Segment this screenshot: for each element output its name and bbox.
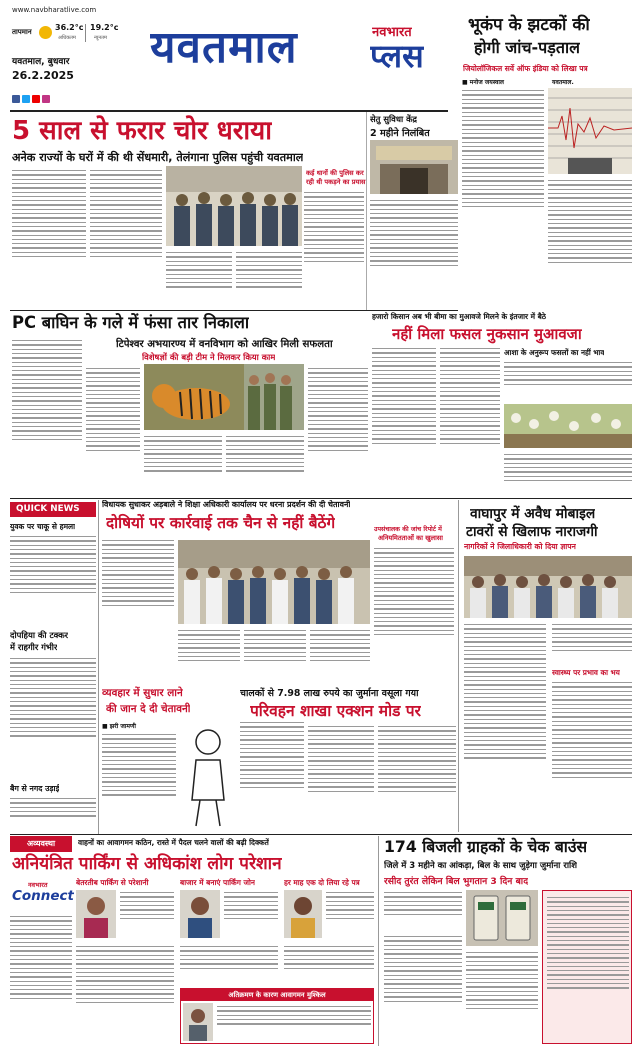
suspension-story	[370, 112, 458, 310]
card-2-title: बाजार में बनाएं पार्किंग जोन	[180, 878, 255, 887]
byline: ■ मनोज जयस्वाल	[462, 79, 504, 86]
qn-item-1-title: युवक पर चाकू से हमला	[10, 522, 76, 531]
callout-line-1: कई थानों की पुलिस कर	[306, 169, 364, 177]
farmer-col-3	[504, 360, 632, 400]
temp-max-label: अधिकतम	[58, 35, 76, 41]
behavior-story	[102, 646, 191, 832]
protest-headline: दोषियों पर कार्रवाई तक चैन से नहीं बैठेंगे	[106, 514, 336, 532]
sidebar-text	[374, 546, 454, 682]
rto-kicker: चालकों से 7.98 लाख रुपये का जुर्माना वसूला गया	[240, 688, 419, 699]
card-2-text	[224, 890, 278, 940]
electric-meter-photo	[466, 890, 538, 946]
behavior-headline-2: की जान दे दी चेतावनी	[106, 703, 191, 715]
protest-col-3	[244, 628, 306, 682]
pc-col-5	[308, 366, 368, 496]
elec-col-2	[384, 934, 462, 1044]
pc-col-3	[144, 434, 222, 496]
protest-sidebar	[374, 524, 454, 684]
protest-col-4	[310, 628, 370, 682]
protest-col-2	[178, 628, 240, 682]
qn-item-3-text	[10, 796, 96, 832]
tower-col-3	[552, 680, 632, 830]
quick-news-label: QUICK NEWS	[10, 502, 96, 517]
lead-col-1	[12, 168, 86, 308]
card-1-title: बेतरतीब पार्किंग से परेशानी	[76, 878, 149, 887]
rto-col-1	[308, 724, 374, 830]
encroach-text	[217, 1004, 371, 1042]
elec-subhead-1: जिले में 3 महीने का आंकड़ा, बिल के साथ जुड़ेगा जुर्माना राशि	[384, 861, 577, 871]
story-text	[462, 88, 544, 268]
qn-item-3-title: बैग से नगद उड़ाई	[10, 784, 60, 793]
protest-photo	[178, 540, 370, 624]
top-right-headline-1: भूकंप के झटकों की	[468, 15, 590, 35]
top-right-headline-2: होगी जांच-पड़ताल	[474, 38, 580, 57]
story-text-2	[548, 178, 632, 308]
pc-headline: PC बाघिन के गले में फंसा तार निकाला	[12, 313, 250, 332]
sidebar-head-2: अनियमितताओं का खुलासा	[378, 534, 443, 542]
col-divider	[366, 112, 367, 310]
farmer-hope-head: आशा के अनुरूप फसलों का नहीं भाव	[504, 348, 605, 357]
youtube-icon[interactable]	[32, 95, 40, 103]
top-right-subhead: जियोलॉजिकल सर्वे ऑफ इंडिया को लिखा पत्र	[463, 64, 588, 73]
card-3-portrait	[284, 890, 322, 938]
elec-headline: 174 बिजली ग्राहकों के चेक बाउंस	[384, 837, 588, 856]
tower-col-1	[464, 622, 546, 830]
sub-brand-top: नवभारत	[372, 25, 412, 40]
rto-col-2	[378, 724, 456, 830]
encroach-title: अतिक्रमण के कारण आवागमन मुश्किल	[181, 989, 373, 1001]
city-day: यवतमाल, बुधवार	[12, 57, 70, 67]
temp-max: 36.2°c	[55, 23, 84, 32]
card-1-text	[120, 890, 174, 940]
lead-col-4	[236, 250, 302, 308]
card-2-portrait	[180, 890, 220, 938]
section-rule-3	[10, 834, 632, 835]
cartoon-illustration	[180, 720, 236, 830]
lead-col-2	[90, 168, 162, 308]
sun-icon	[39, 26, 52, 39]
pc-subhead-2: विशेषज्ञों की बड़ी टीम ने मिलकर किया काम	[142, 352, 276, 362]
pc-col-4	[226, 434, 304, 496]
qn-item-1-text	[10, 534, 96, 624]
top-right-story	[462, 78, 632, 310]
elec-box-text	[547, 895, 629, 1041]
temperature-box	[12, 22, 130, 46]
sidebar-head-1: उपसंचालक की जांच रिपोर्ट में	[374, 526, 442, 533]
pc-subhead-1: टिपेश्वर अभयारण्य में वनविभाग को आखिर मिली सफलता	[116, 339, 333, 350]
suspension-text	[370, 198, 458, 308]
parking-lead-text	[10, 914, 72, 1044]
opinion-card-3	[284, 878, 374, 984]
card-3-text	[326, 890, 374, 940]
connect-brand	[10, 880, 74, 910]
tower-subhead: नागरिकों ने जिलाधिकारी को दिया ज्ञापन	[464, 542, 576, 551]
farmer-headline: नहीं मिला फसल नुकसान मुआवजा	[392, 325, 582, 343]
callout-text	[304, 190, 364, 308]
card-1-portrait	[76, 890, 116, 938]
callout-line-2: रही थी पकड़ने का प्रयास	[306, 178, 366, 186]
qn-item-2-title-2: में राहगीर गंभीर	[10, 642, 58, 652]
farmer-col-1	[372, 346, 436, 496]
encroach-portrait	[183, 1003, 213, 1041]
elec-rule-box	[542, 890, 632, 1044]
behavior-text-2	[240, 720, 304, 830]
behavior-text	[102, 732, 176, 832]
tower-side-head: स्वास्थ्य पर प्रभाव का भय	[552, 668, 620, 677]
tower-col-2	[552, 622, 632, 666]
farmer-col-4	[504, 452, 632, 496]
parking-kicker: वाहनों का आवागमन कठिन, रास्ते में पैदल चलने वालों की बढ़ी दिक्कतें	[78, 838, 269, 847]
qn-item-2-text	[10, 656, 96, 778]
quick-news	[10, 502, 96, 832]
seismograph-photo	[548, 88, 632, 174]
protest-col-1	[102, 538, 174, 644]
team-photo	[244, 364, 304, 430]
instagram-icon[interactable]	[42, 95, 50, 103]
suspension-headline-1: सेतु सुविधा केंद्र	[370, 114, 417, 124]
encroachment-box	[180, 988, 374, 1044]
setu-kendra-photo	[370, 140, 458, 194]
connect-brand-label: Connect	[12, 888, 75, 904]
section-rule-1	[10, 310, 458, 311]
tower-headline-2: टावरों से खिलाफ नाराजगी	[466, 524, 598, 540]
connect-brand-top: नवभारत	[28, 881, 48, 889]
elec-divider	[378, 836, 379, 1046]
protest-kicker: विधायक सुधाकर अड़बाले ने शिक्षा अधिकारी कार्यालय पर धरना प्रदर्शन की दी चेतावनी	[102, 500, 351, 509]
temp-min-label: न्यूनतम	[94, 35, 107, 41]
card-2-text-2	[180, 944, 278, 984]
lead-headline: 5 साल से फरार चोर धराया	[12, 116, 272, 146]
elec-subhead-2: रसीद तुरंत लेकिन बिल भुगतान 3 दिन बाद	[384, 876, 529, 887]
tiger-photo	[144, 364, 244, 430]
card-1-text-2	[76, 944, 174, 1042]
tower-divider	[458, 500, 459, 832]
lead-subhead: अनेक राज्यों के घरों में की थी सेंधमारी, तेलंगाना पुलिस पहुंची यवतमाल	[12, 151, 304, 164]
site-url[interactable]: www.navbharatlive.com	[12, 6, 97, 14]
qn-divider	[98, 500, 99, 834]
crop-photo	[504, 404, 632, 448]
temp-label: तापमान	[12, 28, 32, 36]
tower-meeting-photo	[464, 556, 632, 618]
behavior-headline-1: व्यवहार में सुधार लाने	[102, 687, 183, 699]
card-3-title: हर माह एक दो लिया रहे पत्र	[284, 878, 360, 887]
pc-col-2	[86, 366, 140, 496]
police-group-photo	[166, 166, 302, 246]
pc-col-1	[12, 338, 82, 498]
behavior-byline: ■ झरी जामणी	[102, 723, 136, 730]
card-3-text-2	[284, 944, 374, 984]
opinion-card-1	[76, 878, 174, 1044]
facebook-icon[interactable]	[12, 95, 20, 103]
tower-headline-1: वाघापुर में अवैध मोबाइल	[470, 506, 596, 522]
twitter-icon[interactable]	[22, 95, 30, 103]
rto-headline: परिवहन शाखा एक्शन मोड पर	[250, 702, 421, 720]
suspension-headline-2: 2 महीने निलंबित	[370, 128, 430, 139]
temp-min: 19.2°c	[90, 23, 119, 32]
edition-date: 26.2.2025	[12, 69, 74, 82]
elec-col-3	[466, 950, 538, 1044]
social-icons	[12, 88, 52, 107]
elec-col-1	[384, 890, 462, 930]
opinion-card-2	[180, 878, 278, 984]
sub-brand: प्लस	[370, 37, 424, 75]
qn-item-2-title-1: दोपहिया की टक्कर	[10, 630, 69, 640]
farmer-col-2	[440, 346, 500, 496]
lead-col-3	[166, 250, 232, 308]
temp-divider	[85, 24, 86, 42]
lead-callout	[304, 168, 364, 308]
parking-tag: अव्यवस्था	[10, 836, 72, 852]
section-rule-2	[10, 498, 632, 499]
dateline: यवतमाल.	[552, 79, 574, 86]
parking-headline: अनियंत्रित पार्किंग से अधिकांश लोग परेशान	[12, 854, 282, 874]
masthead-title: यवतमाल	[150, 22, 298, 73]
farmer-kicker: हजारो किसान अब भी बीमा का मुआवजे मिलने के इंतजार में बैठे	[372, 312, 547, 321]
